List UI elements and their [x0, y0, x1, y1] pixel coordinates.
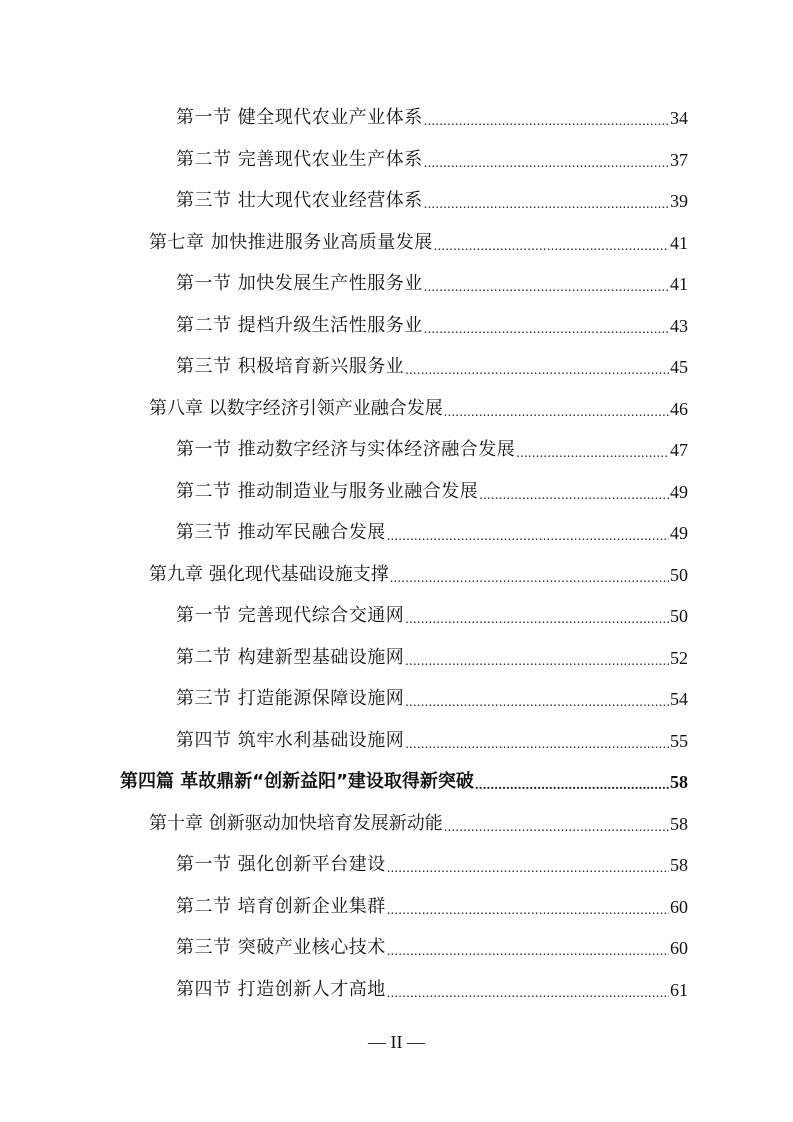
toc-entry-section[interactable] — [176, 518, 688, 548]
toc-page-number: 41 — [670, 274, 688, 294]
toc-page-number: 46 — [670, 398, 688, 419]
toc-entry-title: 第三节 积极培育新兴服务业 — [176, 356, 405, 377]
toc-entry-section[interactable] — [176, 477, 688, 507]
toc-entry-chapter[interactable] — [149, 809, 688, 839]
toc-entry-title: 第三节 壮大现代农业经营体系 — [176, 190, 423, 211]
toc-entry-title: 第二节 构建新型基础设施网 — [176, 646, 405, 668]
toc-dot-leader — [387, 518, 669, 548]
toc-entry-part[interactable] — [120, 767, 688, 797]
toc-page-number: 60 — [670, 896, 688, 917]
toc-dot-leader — [387, 933, 669, 963]
toc-dot-leader — [424, 311, 669, 341]
toc-dot-leader — [424, 145, 669, 175]
toc-page-number: 41 — [670, 232, 688, 253]
toc-page-number: 49 — [670, 481, 688, 502]
toc-entry-title: 第一节 完善现代综合交通网 — [176, 605, 405, 626]
toc-page-number: 58 — [670, 772, 688, 792]
toc-entry-title: 第四节 筑牢水利基础设施网 — [176, 729, 405, 751]
toc-entry-section[interactable] — [176, 269, 688, 299]
toc-dot-leader — [444, 809, 669, 839]
toc-entry-section[interactable] — [176, 103, 688, 133]
toc-dot-leader — [405, 726, 669, 756]
toc-entry-title: 第九章 强化现代基础设施支撑 — [149, 563, 389, 585]
toc-entry-title: 第三节 推动军民融合发展 — [176, 522, 386, 543]
toc-entry-title: 第二节 完善现代农业生产体系 — [176, 148, 423, 170]
toc-page-number: 54 — [670, 689, 688, 709]
toc-entry-title: 第二节 提档升级生活性服务业 — [176, 314, 423, 336]
toc-page-number: 58 — [670, 855, 688, 875]
toc-dot-leader — [424, 103, 669, 133]
toc-entry-title: 第十章 创新驱动加快培育发展新动能 — [149, 812, 443, 834]
toc-dot-leader — [434, 228, 669, 258]
toc-entry-section[interactable] — [176, 850, 688, 880]
toc-entry-title: 第一节 加快发展生产性服务业 — [176, 273, 423, 294]
toc-entry-title: 第三节 突破产业核心技术 — [176, 937, 386, 958]
toc-page-number: 50 — [670, 606, 688, 626]
toc-entry-title: 第四篇 革故鼎新“创新益阳”建设取得新突破 — [120, 771, 474, 792]
toc-dot-leader — [405, 601, 669, 631]
toc-dot-leader — [424, 269, 669, 299]
toc-dot-leader — [387, 975, 669, 1005]
toc-entry-title: 第四节 打造创新人才高地 — [176, 978, 386, 1000]
toc-entry-section[interactable] — [176, 684, 688, 714]
toc-page-number: 45 — [670, 357, 688, 377]
toc-dot-leader — [405, 643, 669, 673]
toc-page-number: 60 — [670, 938, 688, 958]
toc-entry-title: 第二节 推动制造业与服务业融合发展 — [176, 480, 479, 502]
toc-dot-leader — [444, 394, 669, 424]
toc-entry-title: 第一节 推动数字经济与实体经济融合发展 — [176, 439, 516, 460]
toc-entry-chapter[interactable] — [149, 560, 688, 590]
toc-dot-leader — [405, 684, 669, 714]
toc-entry-section[interactable] — [176, 975, 688, 1005]
toc-entry-section[interactable] — [176, 933, 688, 963]
toc-page-number: 50 — [670, 564, 688, 585]
toc-entry-section[interactable] — [176, 643, 688, 673]
toc-page-number: 61 — [670, 979, 688, 1000]
toc-dot-leader — [405, 352, 669, 382]
toc-entry-title: 第三节 打造能源保障设施网 — [176, 688, 405, 709]
toc-entry-section[interactable] — [176, 726, 688, 756]
toc-entry-section[interactable] — [176, 311, 688, 341]
toc-entry-title: 第二节 培育创新企业集群 — [176, 895, 386, 917]
toc-page-number: 52 — [670, 647, 688, 668]
toc-entry-title: 第八章 以数字经济引领产业融合发展 — [149, 397, 443, 419]
toc-entry-title: 第一节 健全现代农业产业体系 — [176, 107, 423, 128]
toc-page-number: 34 — [670, 108, 688, 128]
toc-page-number: 37 — [670, 149, 688, 170]
toc-entry-section[interactable] — [176, 186, 688, 216]
toc-entry-section[interactable] — [176, 145, 688, 175]
toc-entry-title: 第七章 加快推进服务业高质量发展 — [149, 231, 433, 253]
toc-entry-section[interactable] — [176, 892, 688, 922]
toc-entry-section[interactable] — [176, 435, 688, 465]
toc-dot-leader — [424, 186, 669, 216]
toc-page-number: 58 — [670, 813, 688, 834]
toc-entry-title: 第一节 强化创新平台建设 — [176, 854, 386, 875]
page-footer-number: — II — — [368, 1032, 425, 1052]
toc-dot-leader — [516, 435, 669, 465]
toc-dot-leader — [479, 477, 669, 507]
toc-dot-leader — [387, 850, 669, 880]
toc-page-number: 43 — [670, 315, 688, 336]
toc-dot-leader — [475, 767, 669, 797]
toc-page-number: 55 — [670, 730, 688, 751]
toc-page-number: 47 — [670, 440, 688, 460]
toc-dot-leader — [390, 560, 669, 590]
toc-page-number: 49 — [670, 523, 688, 543]
toc-entry-section[interactable] — [176, 352, 688, 382]
toc-page-number: 39 — [670, 191, 688, 211]
toc-entry-section[interactable] — [176, 601, 688, 631]
toc-dot-leader — [387, 892, 669, 922]
toc-entry-chapter[interactable] — [149, 394, 688, 424]
toc-entry-chapter-b[interactable] — [149, 228, 688, 258]
